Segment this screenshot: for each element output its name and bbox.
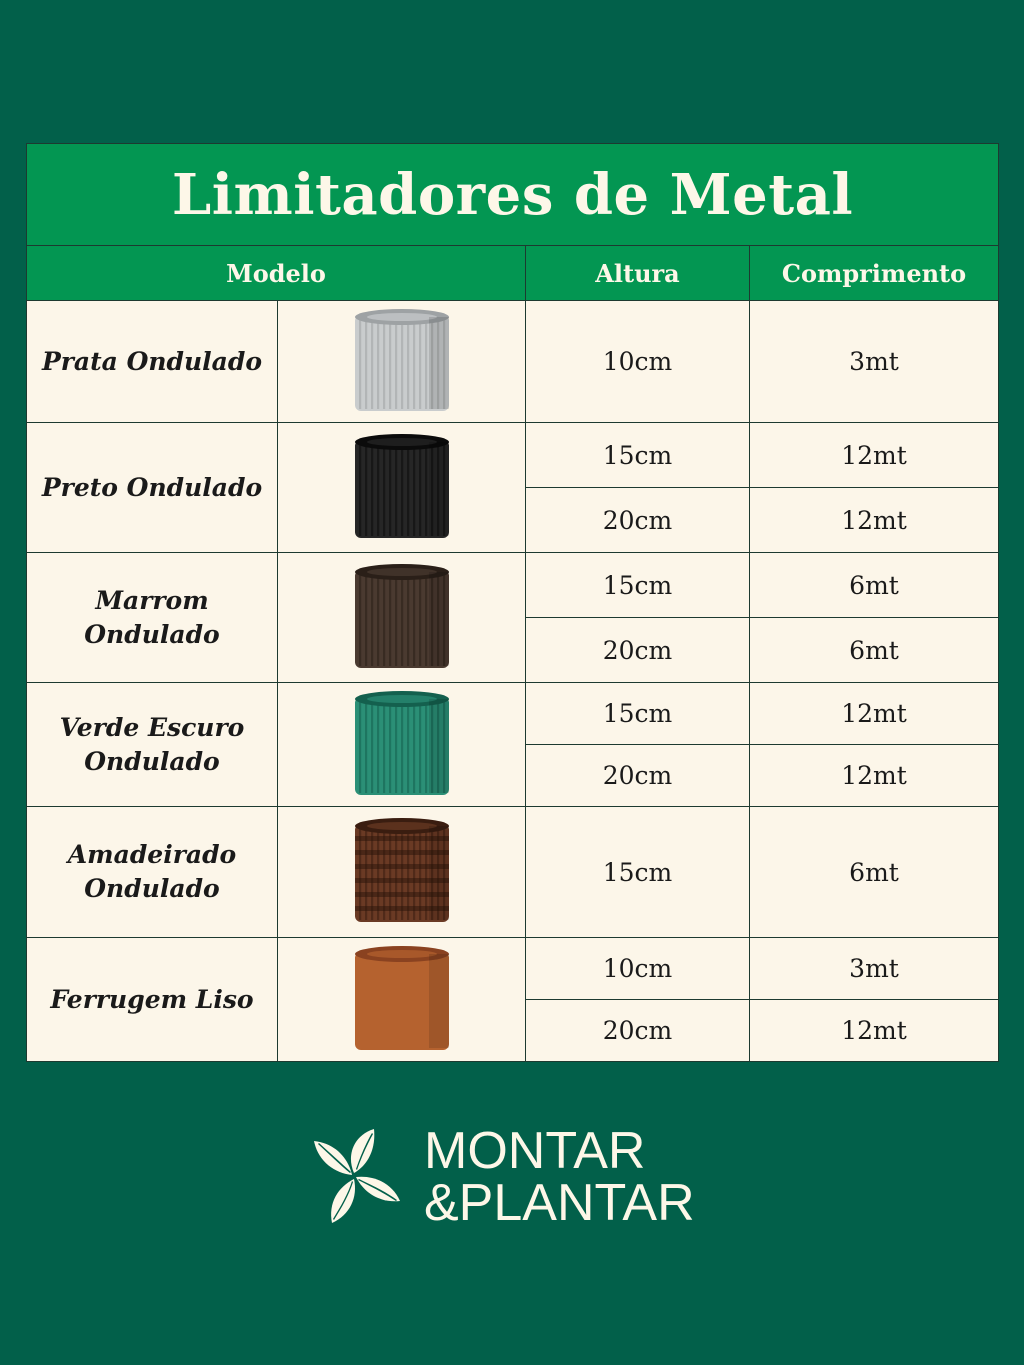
product-roll-image xyxy=(353,816,451,928)
altura-value: 20cm xyxy=(526,745,750,807)
table-row xyxy=(27,553,999,618)
comprimento-value: 3mt xyxy=(750,938,999,1000)
product-roll-image xyxy=(353,562,451,674)
altura-value: 20cm xyxy=(526,618,750,683)
comprimento-value: 12mt xyxy=(750,683,999,745)
table-body xyxy=(27,301,999,1062)
column-header-comprimento: Comprimento xyxy=(750,246,999,301)
product-table-container xyxy=(26,143,998,1062)
altura-value: 15cm xyxy=(526,807,750,938)
model-image-cell xyxy=(278,807,526,938)
table-row xyxy=(27,423,999,488)
brand-logo xyxy=(306,1122,726,1232)
table-row xyxy=(27,683,999,745)
comprimento-value: 12mt xyxy=(750,745,999,807)
altura-value: 15cm xyxy=(526,423,750,488)
altura-value: 10cm xyxy=(526,938,750,1000)
table-row xyxy=(27,301,999,423)
column-header-altura: Altura xyxy=(526,246,750,301)
model-name: Preto Ondulado xyxy=(27,423,278,553)
brand-line2: &PLANTAR xyxy=(424,1174,695,1232)
altura-value: 20cm xyxy=(526,1000,750,1062)
table-title: Limitadores de Metal xyxy=(27,144,999,246)
product-roll-image xyxy=(353,307,451,417)
comprimento-value: 12mt xyxy=(750,423,999,488)
comprimento-value: 12mt xyxy=(750,488,999,553)
model-name: Marrom Ondulado xyxy=(27,553,278,683)
comprimento-value: 6mt xyxy=(750,618,999,683)
comprimento-value: 3mt xyxy=(750,301,999,423)
brand-name xyxy=(424,1122,695,1232)
model-image-cell xyxy=(278,553,526,683)
table-row xyxy=(27,938,999,1000)
comprimento-value: 12mt xyxy=(750,1000,999,1062)
comprimento-value: 6mt xyxy=(750,807,999,938)
table-row xyxy=(27,807,999,938)
model-image-cell xyxy=(278,683,526,807)
altura-value: 15cm xyxy=(526,683,750,745)
model-name: Prata Ondulado xyxy=(27,301,278,423)
comprimento-value: 6mt xyxy=(750,553,999,618)
brand-line1: MONTAR xyxy=(424,1122,646,1180)
model-name: Verde Escuro Ondulado xyxy=(27,683,278,807)
altura-value: 10cm xyxy=(526,301,750,423)
leaves-icon xyxy=(306,1125,402,1225)
model-image-cell xyxy=(278,301,526,423)
product-roll-image xyxy=(353,689,451,801)
altura-value: 15cm xyxy=(526,553,750,618)
column-header-modelo: Modelo xyxy=(27,246,526,301)
model-image-cell xyxy=(278,938,526,1062)
product-roll-image xyxy=(353,944,451,1056)
model-image-cell xyxy=(278,423,526,553)
model-name: Ferrugem Liso xyxy=(27,938,278,1062)
product-table xyxy=(26,143,999,1062)
model-name: Amadeirado Ondulado xyxy=(27,807,278,938)
product-roll-image xyxy=(353,432,451,544)
altura-value: 20cm xyxy=(526,488,750,553)
